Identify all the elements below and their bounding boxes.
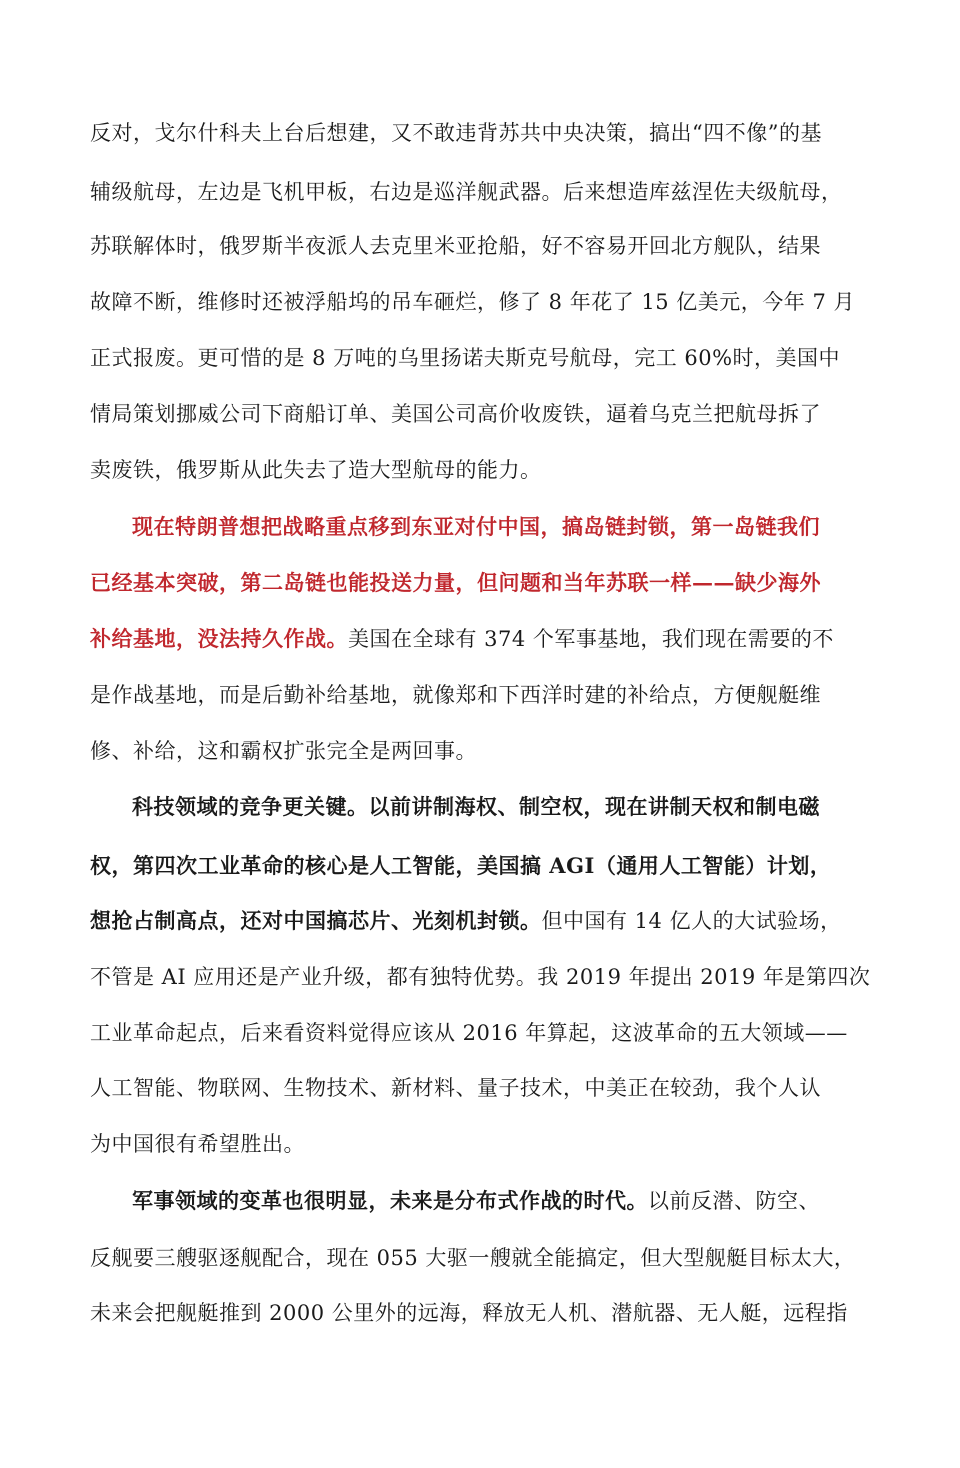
p4-line-3: 未来会把舰艇推到 2000 公里外的远海，释放无人机、潜航器、无人艇，远程指 [90,1301,848,1325]
p1-line-1: 反对，戈尔什科夫上台后想建，又不敢违背苏共中央决策，搞出“四不像”的基 [90,121,822,145]
p3-line-3-text: 但中国有 14 亿人的大试验场， [541,909,842,933]
p3-line-2-bold: 权，第四次工业革命的核心是人工智能，美国搞 AGI（通用人工智能）计划， [90,853,832,878]
p2-line-4: 是作战基地，而是后勤补给基地，就像郑和下西洋时建的补给点，方便舰艇维 [90,683,821,707]
p1-line-3: 苏联解体时，俄罗斯半夜派人去克里米亚抢船，好不容易开回北方舰队，结果 [90,234,821,258]
p2-line-5: 修、补给，这和霸权扩张完全是两回事。 [90,739,477,763]
p3-line-6: 人工智能、物联网、生物技术、新材料、量子技术，中美正在较劲，我个人认 [90,1076,821,1100]
p2-line-2-highlight: 已经基本突破，第二岛链也能投送力量，但问题和当年苏联一样——缺少海外 [90,570,821,595]
p2-line-3-text: 美国在全球有 374 个军事基地，我们现在需要的不 [348,627,834,651]
p4-line-2: 反舰要三艘驱逐舰配合，现在 055 大驱一艘就全能搞定，但大型舰艇目标太大， [90,1246,856,1270]
p3-line-1-bold: 科技领域的竞争更关键。以前讲制海权、制空权，现在讲制天权和制电磁 [132,794,820,819]
p3-line-4: 不管是 AI 应用还是产业升级，都有独特优势。我 2019 年提出 2019 年是第四次 [90,965,871,989]
p4-line-1 [132,1186,860,1216]
p4-line-1-text: 以前反潜、防空、 [648,1189,820,1213]
p1-line-4: 故障不断，维修时还被浮船坞的吊车砸烂，修了 8 年花了 15 亿美元，今年 7 月 [90,290,855,314]
p2-line-3 [90,624,860,654]
p1-line-5: 正式报废。更可惜的是 8 万吨的乌里扬诺夫斯克号航母，完工 60%时，美国中 [90,346,841,370]
p3-line-3-bold: 想抢占制高点，还对中国搞芯片、光刻机封锁。 [90,908,542,933]
p4-line-1-bold: 军事领域的变革也很明显，未来是分布式作战的时代。 [132,1188,648,1213]
p3-line-7: 为中国很有希望胜出。 [90,1132,305,1156]
p1-line-2: 辅级航母，左边是飞机甲板，右边是巡洋舰武器。后来想造库兹涅佐夫级航母， [90,180,843,204]
p2-line-1-highlight: 现在特朗普想把战略重点移到东亚对付中国，搞岛链封锁，第一岛链我们 [132,514,820,539]
p1-line-6: 情局策划挪威公司下商船订单、美国公司高价收废铁，逼着乌克兰把航母拆了 [90,402,821,426]
p1-line-7: 卖废铁，俄罗斯从此失去了造大型航母的能力。 [90,458,542,482]
p3-line-5: 工业革命起点，后来看资料觉得应该从 2016 年算起，这波革命的五大领域—— [90,1021,848,1045]
p3-line-3 [90,906,860,936]
p2-line-3-highlight: 补给基地，没法持久作战。 [90,626,348,651]
